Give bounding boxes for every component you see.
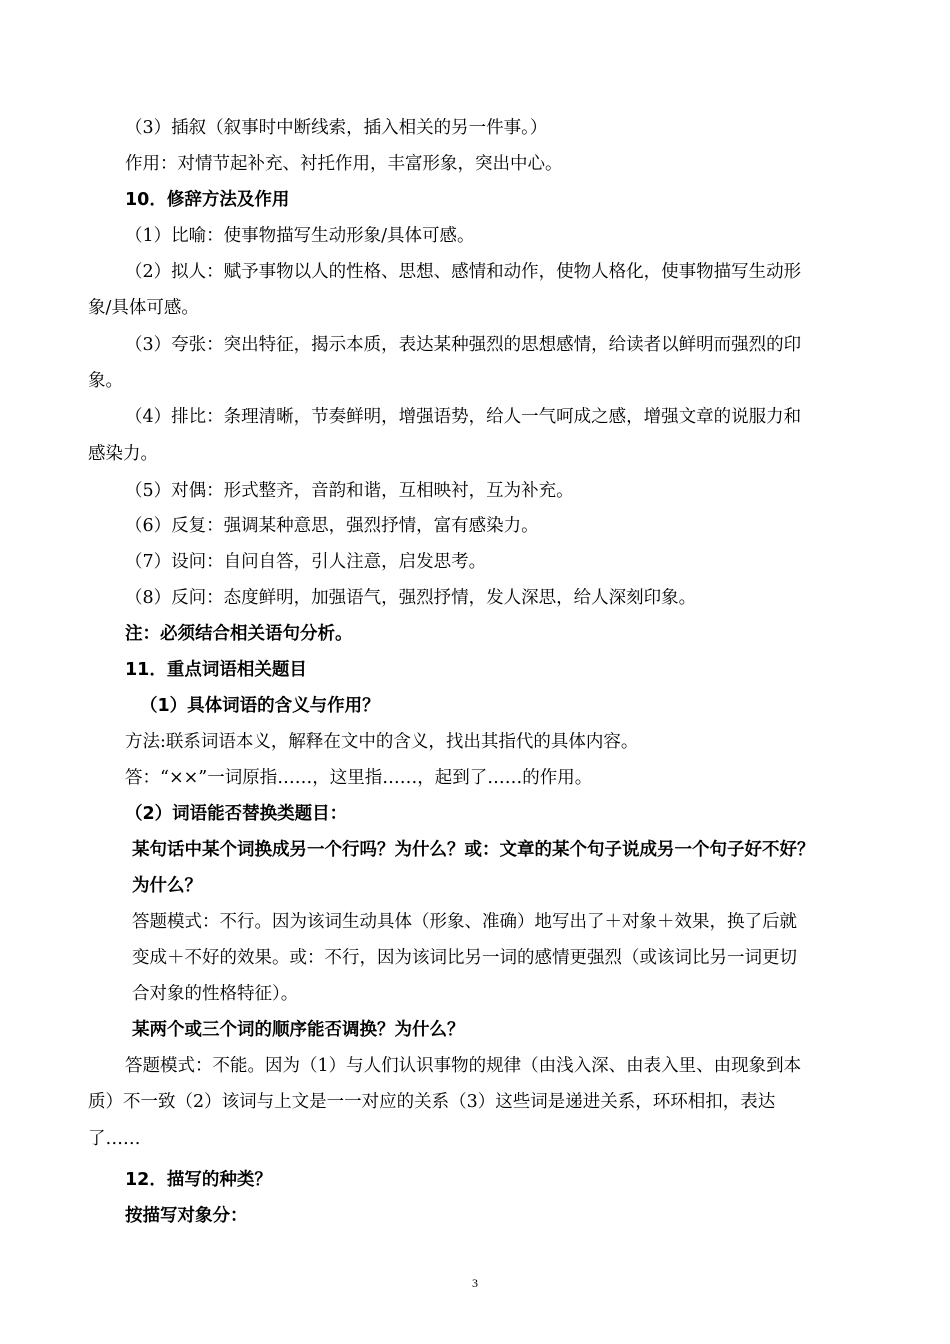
- subsection-heading: （2）词语能否替换类题目：: [125, 804, 348, 824]
- question-line: 为什么？: [132, 876, 202, 896]
- text-line: （1）比喻：使事物描写生动形象/具体可感。: [125, 226, 475, 246]
- text-line: （2）拟人：赋予事物以人的性格、思想、感情和动作，使物人格化，使事物描写生动形: [125, 262, 802, 282]
- text-line: （3）插叙（叙事时中断线索，插入相关的另一件事。）: [125, 118, 548, 138]
- text-line: 合对象的性格特征）。: [132, 984, 299, 1004]
- text-line: 象。: [88, 371, 123, 391]
- text-line: 变成＋不好的效果。或：不行，因为该词比另一词的感情更强烈（或该词比另一词更切: [132, 948, 797, 968]
- text-line: 象/具体可感。: [88, 298, 199, 318]
- question-line: 某句话中某个词换成另一个行吗？为什么？或：文章的某个句子说成另一个句子好不好？: [132, 840, 815, 860]
- text-line: （8）反问：态度鲜明，加强语气，强烈抒情，发人深思，给人深刻印象。: [125, 588, 697, 608]
- section-heading: 11．重点词语相关题目: [125, 660, 307, 680]
- text-line: 答题模式：不行。因为该词生动具体（形象、准确）地写出了＋对象＋效果，换了后就: [132, 912, 797, 932]
- text-line: 质）不一致（2）该词与上文是一一对应的关系（3）这些词是递进关系，环环相扣，表达: [88, 1092, 776, 1112]
- text-line: 感染力。: [88, 444, 158, 464]
- note-line: 注：必须结合相关语句分析。: [125, 624, 353, 644]
- text-line: （6）反复：强调某种意思，强烈抒情，富有感染力。: [125, 516, 539, 536]
- text-line: （5）对偶：形式整齐，音韵和谐，互相映衬，互为补充。: [125, 481, 574, 501]
- text-line: 作用：对情节起补充、衬托作用，丰富形象，突出中心。: [125, 154, 563, 174]
- section-heading: 12．描写的种类？: [125, 1170, 272, 1190]
- subsection-heading: （1）具体词语的含义与作用？: [140, 696, 380, 716]
- page-number: 3: [472, 1276, 478, 1290]
- text-line: （3）夸张：突出特征，揭示本质，表达某种强烈的思想感情，给读者以鲜明而强烈的印: [125, 335, 802, 355]
- question-line: 某两个或三个词的顺序能否调换？为什么？: [132, 1020, 465, 1040]
- text-line: （4）排比：条理清晰，节奏鲜明，增强语势，给人一气呵成之感，增强文章的说服力和: [125, 407, 802, 427]
- text-line: 了……: [88, 1129, 141, 1149]
- text-line: 答题模式：不能。因为（1）与人们认识事物的规律（由浅入深、由表入里、由现象到本: [125, 1056, 802, 1076]
- text-line: （7）设问：自问自答，引人注意，启发思考。: [125, 552, 487, 572]
- text-line: 答：“××”一词原指……，这里指……，起到了……的作用。: [125, 768, 593, 788]
- section-heading: 10．修辞方法及作用: [125, 190, 290, 210]
- subsection-heading: 按描写对象分：: [125, 1206, 248, 1226]
- text-line: 方法:联系词语本义，解释在文中的含义，找出其指代的具体内容。: [125, 732, 639, 752]
